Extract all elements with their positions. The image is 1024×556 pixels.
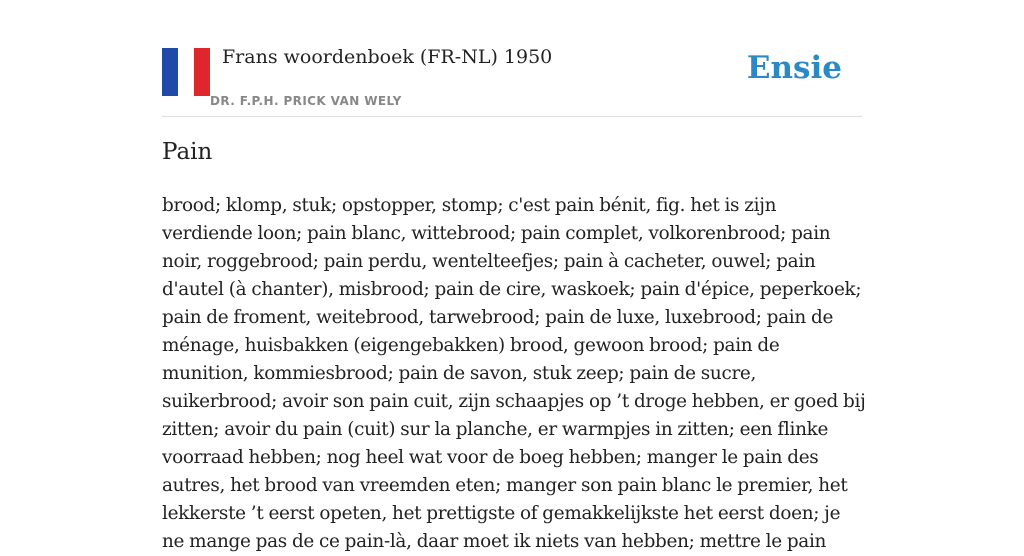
dictionary-header <box>162 44 862 117</box>
flag-stripe-blue <box>162 48 178 96</box>
dictionary-title[interactable]: Frans woordenboek (FR-NL) 1950 <box>222 46 553 68</box>
entry-headword: Pain <box>162 139 213 165</box>
ensie-logo-link[interactable]: Ensie <box>746 50 842 86</box>
flag-stripe-red <box>194 48 210 96</box>
flag-stripe-white <box>178 48 194 96</box>
french-flag-icon <box>162 48 210 96</box>
entry-definition: brood; klomp, stuk; opstopper, stomp; c'est pain bénit, fig. het is zijn verdiende loon; pain blanc, wittebrood; pain complet, volkorenbrood; pain noir, roggebrood; pain perdu, wentelteefjes; pain à cacheter, ouwel; pain d'autel (à chanter), misbrood; pain de cire, waskoek; pain d'épice, peperkoek; pain de froment, weitebrood, tarwebrood; pain de luxe, luxebrood; pain de ménage, huisbakken (eigengebakken) brood, gewoon brood; pain de munition, kommiesbrood; pain de savon, stuk zeep; pain de sucre, suikerbrood; avoir son pain cuit, zijn schaapjes op ’t droge hebben, er goed bij zitten; avoir du pain (cuit) sur la planche, er warmpjes in zitten; een flinke voorraad hebben; nog heel wat voor de boeg hebben; manger le pain des autres, het brood van vreemden eten; manger son pain blanc le premier, het lekkerste ’t eerst opeten, het prettigste of gemakkelijkste het eerst doen; je ne mange pas de ce pain-là, daar moet ik niets van hebben; mettre le pain <box>162 195 866 552</box>
dictionary-author: DR. F.P.H. PRICK VAN WELY <box>210 94 402 108</box>
